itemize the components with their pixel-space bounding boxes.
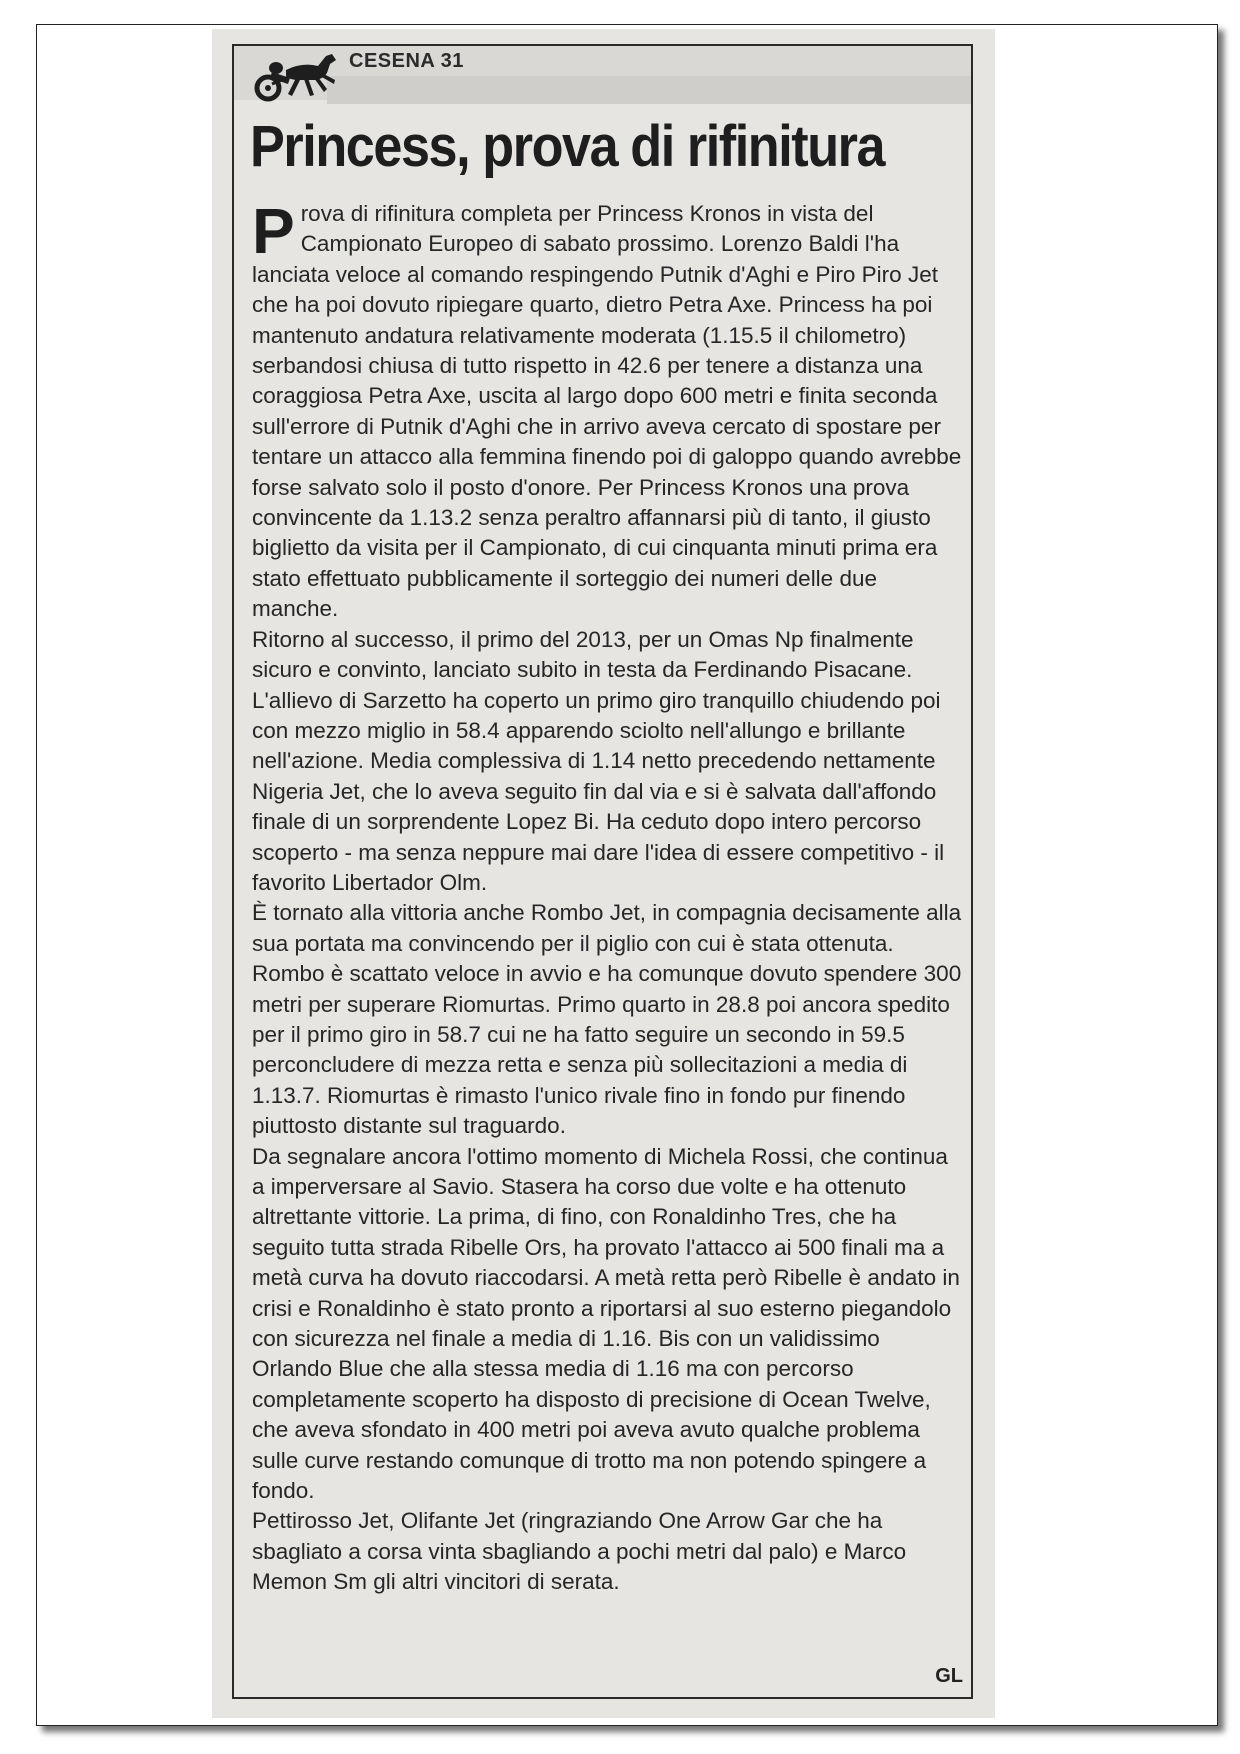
paragraph-3: È tornato alla vittoria anche Rombo Jet, in compagnia decisamente alla sua portata ma convincendo per il piglio con cui è stata ottenuta. Rombo è scattato veloce in avvio e ha comunque dovuto spendere 300 metri per superare Riomurtas. Primo quarto in 28.8 poi ancora spedito per il primo giro in 58.7 cui ne ha fatto seguire un secondo in 59.5 perconcludere di mezza retta e senza più sollecitazioni a media di 1.13.7. Riomurtas è rimasto l'unico rivale fino in fondo pur finendo piuttosto distante sul traguardo. bbox=[252, 900, 962, 1139]
article-body bbox=[252, 195, 964, 1598]
headline: Princess, prova di rifinitura bbox=[250, 114, 885, 179]
drop-cap: P bbox=[252, 195, 295, 267]
paragraph-2: Ritorno al successo, il primo del 2013, per un Omas Np finalmente sicuro e convinto, lanciato subito in testa da Ferdinando Pisacane. L'allievo di Sarzetto ha coperto un primo giro tranquillo chiudendo poi con mezzo miglio in 58.4 apparendo sciolto nell'allungo e brillante nell'azione. Media complessiva di 1.14 netto precedendo nettamente Nigeria Jet, che lo aveva seguito fin dal via e si è salvata dall'affondo finale di un sorprendente Lopez Bi. Ha ceduto dopo intero percorso scoperto - ma senza neppure mai dare l'idea di essere competitivo - il favorito Libertador Olm. bbox=[252, 626, 945, 895]
section-label: CESENA 31 bbox=[349, 50, 464, 72]
newspaper-clipping bbox=[212, 29, 995, 1718]
paragraph-1 bbox=[252, 195, 964, 625]
paragraph-1-text: rova di rifinitura completa per Princess Kronos in vista del Campionato Europeo di sabato prossimo. Lorenzo Baldi l'ha lanciata veloce al comando respingendo Putnik d'Aghi e Piro Piro Jet che ha poi dovuto ripiegare quarto, dietro Petra Axe. Princess ha poi mantenuto andatura relativamente moderata (1.15.5 il chilometro) serbandosi chiusa di tutto rispetto in 42.6 per tenere a distanza una coraggiosa Petra Axe, uscita al largo dopo 600 metri e finita seconda sull'errore di Putnik d'Aghi che in arrivo aveva cercato di spostare per tentare un attacco alla femmina finendo poi di galoppo quando avrebbe forse salvato solo il posto d'onore. Per Princess Kronos una prova convincente da 1.13.2 senza peraltro affannarsi più di tanto, il giusto biglietto da visita per il Campionato, di cui cinquanta minuti prima era stato effettuato pubblicamente il sorteggio dei numeri delle due manche. bbox=[252, 201, 962, 622]
paragraph-5: Pettirosso Jet, Olifante Jet (ringraziando One Arrow Gar che ha sbagliato a corsa vinta sbagliando a pochi metri dal palo) e Marco Memon Sm gli altri vincitori di serata. bbox=[252, 1508, 907, 1595]
author-signature: GL bbox=[935, 1665, 963, 1687]
harness-racing-horse-icon bbox=[250, 48, 342, 104]
paragraph-4: Da segnalare ancora l'ottimo momento di Michela Rossi, che continua a imperversare al Savio. Stasera ha corso due volte e ha ottenuto altrettante vittorie. La prima, di fino, con Ronaldinho Tres, che ha seguito tutta strada Ribelle Ors, ha provato l'attacco ai 500 finali ma a metà curva ha dovuto riaccodarsi. A metà retta però Ribelle è andato in crisi e Ronaldinho è stato pronto a riportarsi al suo esterno piegandolo con sicurezza nel finale a media di 1.16. Bis con un validissimo Orlando Blue che alla stessa media di 1.16 ma con percorso completamente scoperto ha disposto di precisione di Ocean Twelve, che aveva sfondato in 400 metri poi aveva avuto qualche problema sulle curve restando comunque di trotto ma non potendo spingere a fondo. bbox=[252, 1143, 960, 1504]
